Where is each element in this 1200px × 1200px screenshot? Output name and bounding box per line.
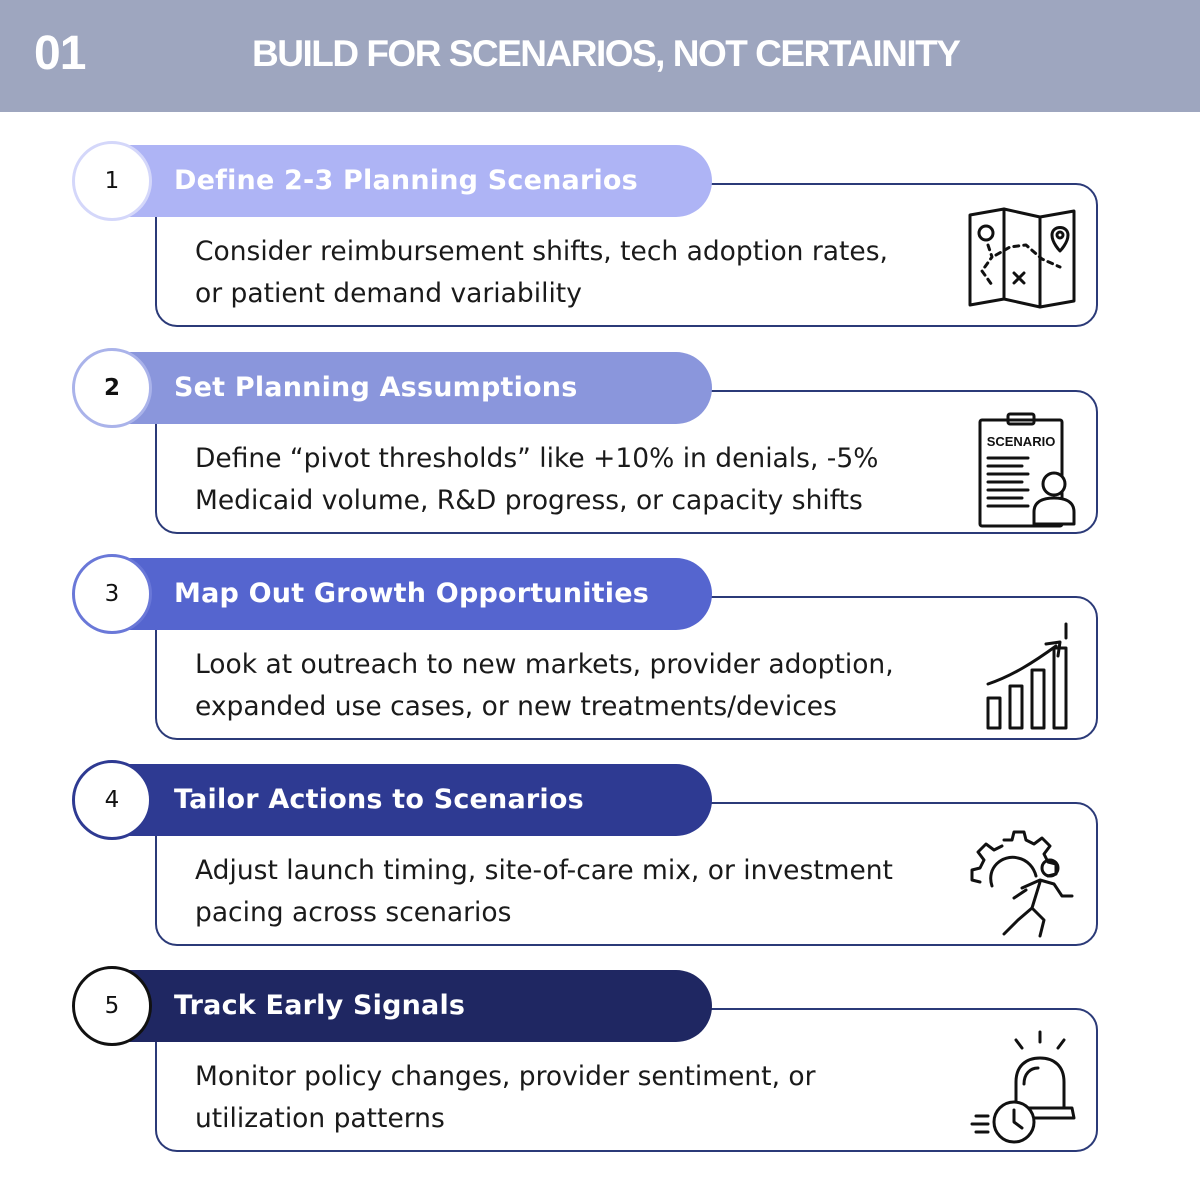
step-description: Consider reimbursement shifts, tech adoption rates, or patient demand variability [195, 236, 888, 309]
scenario-label: SCENARIO [986, 434, 1056, 449]
step-title: Map Out Growth Opportunities [174, 578, 650, 609]
step-number: 2 [103, 375, 120, 401]
step-description: Adjust launch timing, site-of-care mix, or investment pacing across scenarios [195, 855, 893, 928]
header-banner [0, 0, 1200, 112]
step-description: Define “pivot thresholds” like +10% in denials, -5% Medicaid volume, R&D progress, or capacity shifts [195, 443, 879, 516]
map-icon [962, 205, 1082, 325]
step-4 [0, 764, 1200, 954]
gear-runner-icon [962, 824, 1082, 944]
alarm-clock-icon [962, 1030, 1082, 1150]
step-number: 4 [104, 787, 120, 813]
step-number-badge [72, 760, 152, 840]
step-3 [0, 558, 1200, 748]
step-number: 5 [104, 993, 120, 1019]
step-number-badge [72, 554, 152, 634]
step-2 [0, 352, 1200, 542]
page-title: BUILD FOR SCENARIOS, NOT CERTAINITY [252, 33, 960, 74]
scenario-clipboard-icon [962, 412, 1082, 532]
step-number: 3 [104, 581, 120, 607]
step-number-badge [72, 141, 152, 221]
step-description: Look at outreach to new markets, provider adoption, expanded use cases, or new treatments/devices [195, 649, 894, 722]
growth-chart-icon [962, 618, 1082, 738]
step-number: 1 [104, 168, 120, 194]
step-number-badge [72, 348, 152, 428]
section-number: 01 [34, 27, 86, 80]
step-5 [0, 970, 1200, 1160]
step-description: Monitor policy changes, provider sentiment, or utilization patterns [195, 1061, 816, 1134]
step-title: Tailor Actions to Scenarios [174, 784, 584, 815]
step-title: Track Early Signals [174, 990, 466, 1021]
step-title: Set Planning Assumptions [174, 372, 578, 403]
step-title: Define 2-3 Planning Scenarios [174, 165, 638, 196]
step-1 [0, 145, 1200, 335]
step-number-badge [72, 966, 152, 1046]
